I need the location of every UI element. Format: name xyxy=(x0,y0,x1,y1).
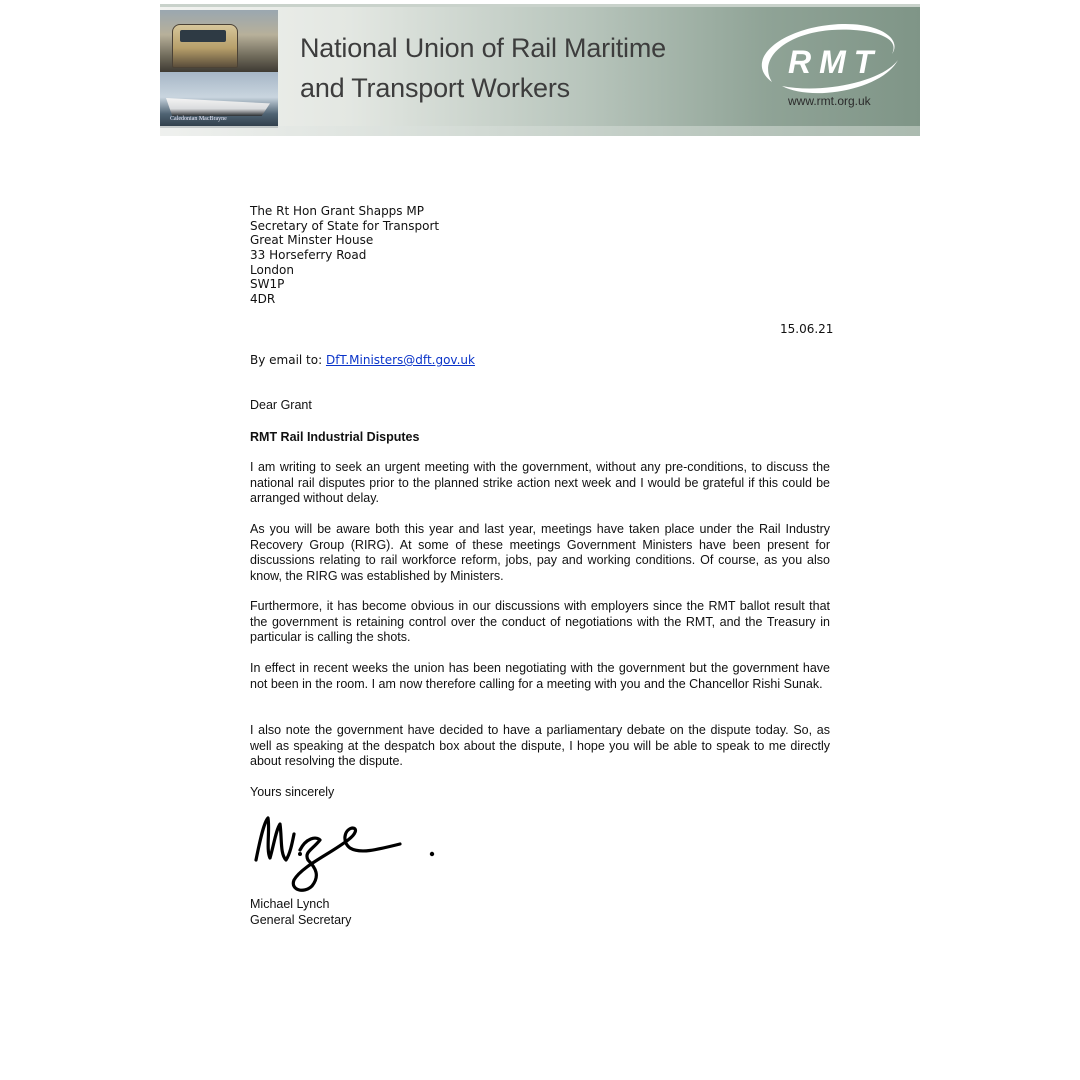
signatory-name: Michael Lynch xyxy=(250,897,330,911)
body-paragraph: I also note the government have decided to have a parliamentary debate on the dispute today. So, as well as speaking at the despatch box about the dispute, I hope you will be able to speak to me directly about resolving the dispute. xyxy=(250,723,830,768)
address-line: Secretary of State for Transport xyxy=(250,218,440,233)
body-paragraph: In effect in recent weeks the union has been negotiating with the government but the government have not been in the room. I am now therefore calling for a meeting with you and the Chancellor Rishi Sunak. xyxy=(250,661,830,691)
address-line: The Rt Hon Grant Shapps MP xyxy=(250,204,424,218)
ship-caption: Caledonian MacBrayne xyxy=(170,116,227,122)
closing: Yours sincerely xyxy=(250,785,335,799)
train-photo xyxy=(160,10,278,72)
rmt-logo-text: RMT xyxy=(788,44,882,80)
signatory-block xyxy=(250,897,351,928)
address-line: 4DR xyxy=(250,292,276,307)
letter-subject: RMT Rail Industrial Disputes xyxy=(250,430,420,444)
org-name-line-1: National Union of Rail Maritime xyxy=(300,33,666,63)
address-line: 33 Horseferry Road xyxy=(250,248,367,263)
signature-icon xyxy=(250,810,440,900)
website-url: www.rmt.org.uk xyxy=(788,94,871,108)
recipient-address xyxy=(250,204,439,307)
body-paragraph: As you will be aware both this year and last year, meetings have taken place under the Rail Industry Recovery Group (RIRG). At some of these meetings Government Ministers have been present for discussions relating to rail workforce reform, jobs, pay and working conditions. Of course, as you also know, the RIRG was established by Ministers. xyxy=(250,522,830,583)
train-window xyxy=(180,30,226,42)
email-link[interactable]: DfT.Ministers@dft.gov.uk xyxy=(325,353,475,367)
org-name-line-2: and Transport Workers xyxy=(300,73,570,103)
letterhead-banner xyxy=(160,4,920,136)
address-line: London xyxy=(250,262,294,277)
email-prefix: By email to: xyxy=(250,353,326,367)
ship-photo xyxy=(160,72,278,128)
organisation-name xyxy=(300,28,666,108)
salutation: Dear Grant xyxy=(250,398,312,412)
signatory-title: General Secretary xyxy=(250,912,352,927)
body-paragraph: I am writing to seek an urgent meeting with the government, without any pre-conditions, to discuss the national rail disputes prior to the planned strike action next week and I would be grateful if this could be arranged without delay. xyxy=(250,460,830,505)
header-photos xyxy=(160,10,278,128)
ship-hull xyxy=(166,98,270,116)
email-line xyxy=(250,353,475,368)
address-line: SW1P xyxy=(250,277,285,292)
body-paragraph: Furthermore, it has become obvious in our discussions with employers since the RMT ballot result that the government is retaining control over the conduct of negotiations with the RMT, and the Treasury in particular is calling the shots. xyxy=(250,599,830,644)
address-line: Great Minster House xyxy=(250,233,374,248)
letter-date: 15.06.21 xyxy=(780,322,834,336)
